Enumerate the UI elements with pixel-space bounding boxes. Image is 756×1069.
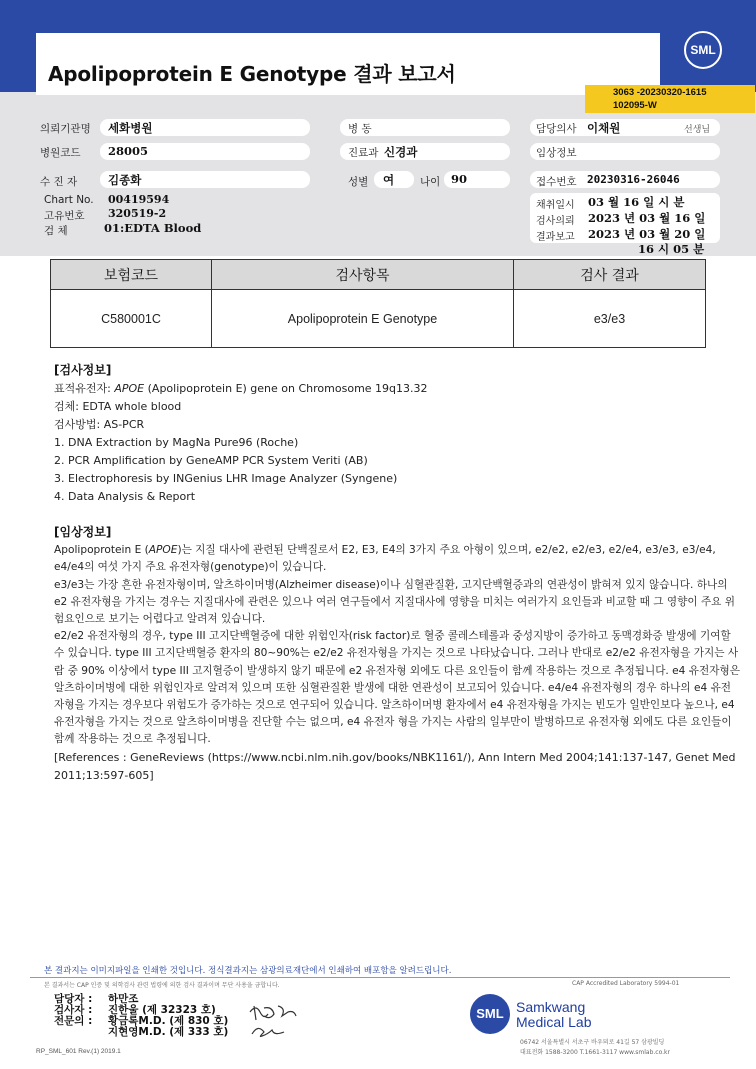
- footer-divider: [30, 977, 730, 978]
- report-value: 2023 년 03 월 20 일: [588, 227, 706, 241]
- target-gene-prefix: 표적유전자:: [54, 382, 115, 395]
- table-row: [51, 290, 706, 348]
- department-label: 진료과: [348, 147, 379, 159]
- specialist-name-2: 지현영M.D. (제 333 호): [108, 1026, 229, 1038]
- specimen-value: 01:EDTA Blood: [104, 221, 202, 235]
- step-3: 3. Electrophoresis by INGenius LHR Image Analyzer (Syngene): [54, 472, 398, 485]
- manager-name: 하만조: [108, 993, 139, 1005]
- step-2: 2. PCR Amplification by GeneAMP PCR System Veriti (AB): [54, 454, 368, 467]
- clinical-paragraph-3: e2/e2 유전자형의 경우, type III 고지단백혈증에 대한 위험인자(risk factor)로 혈중 콜레스테롤과 중성지방이 증가하고 동맥경화증 발생에 기여할 수 있습니다. type III 고지단백혈증 환자의 80~90%는 e2/e2 유전자형을 가지는 것으로 나타났습니다. 그러나 반대로 e2/e2 유전자형을 가지는 사람 중 90% 이상에서 type III 고지혈증이 발생하지 않기 때문에 e2 유전자형 외에도 다른 요인들이 함께 작용하는 것으로 추정됩니다. e4 유전자형은 알츠하이머병에 대한 위험인자로 알려져 있으며 또한 심혈관질환 발생에 대한 연관성이 보고되어 있습니다. e4/e4 유전자형의 경우 하나의 e4 유전자형을 가지는 경우보다 위험도가 증가하는 것으로 연구되어 있습니다. 알츠하이머병 환자에서 e4 유전자형을 가지는 빈도가 일반인보다 높으나, e4 유전자형을 가지는 것으로 알츠하이머병을 진단할 수는 없으며, e4 유전자 형을 가지는 사람의 일부만이 발병하므로 유전자형 외에도 다른 요인들이 함께 작용하는 것으로 추정됩니다.: [54, 630, 740, 746]
- chart-label: Chart No.: [44, 194, 94, 206]
- ward-label: 병 동: [348, 123, 372, 135]
- cell-test-item: Apolipoprotein E Genotype: [212, 290, 514, 348]
- sex-value: 여: [383, 173, 395, 187]
- clinical-p1-a: Apolipoprotein E (: [54, 544, 149, 557]
- age-label: 나이: [420, 176, 441, 188]
- clinical-info-heading: [임상정보]: [54, 525, 112, 539]
- references: [References : GeneReviews (https://www.ncbi.nlm.nih.gov/books/NBK1161/), Ann Intern Med 2004;141:137-147, Genet Med 2011;13:597-605]: [54, 750, 736, 782]
- collect-value: 03 월 16 일 시 분: [588, 195, 685, 209]
- age-value: 90: [451, 172, 468, 186]
- chart-value: 00419594: [108, 193, 170, 206]
- test-specimen: 검체: EDTA whole blood: [54, 400, 182, 413]
- id-value: 320519-2: [108, 207, 167, 220]
- document-code-line1: 3063 -20230320-1615: [613, 87, 707, 98]
- result-table: [50, 259, 706, 348]
- test-method: 검사방법: AS-PCR: [54, 418, 145, 431]
- document-code-line2: 102095-W: [613, 100, 657, 111]
- cap-accreditation: CAP Accredited Laboratory 5994-01: [572, 980, 680, 987]
- request-value: 2023 년 03 월 16 일: [588, 211, 706, 225]
- patient-label: 수 진 자: [40, 176, 78, 188]
- clinical-info-section: [54, 524, 740, 785]
- target-gene-desc: (Apolipoprotein E) gene on Chromosome 19q13.32: [144, 382, 428, 395]
- hospital-code-value: 28005: [108, 144, 149, 158]
- target-gene: [54, 380, 740, 398]
- step-1: 1. DNA Extraction by MagNa Pure96 (Roche): [54, 436, 299, 449]
- report-time: 16 시 05 분: [638, 242, 705, 256]
- clinical-p1-gene: APOE: [148, 544, 178, 557]
- sml-logo-icon: SML: [684, 31, 722, 69]
- print-notice: 본 결과지는 이미지파일을 인쇄한 것입니다. 정식결과지는 삼광의료재단에서 인쇄하여 배포함을 알려드립니다.: [44, 966, 452, 976]
- lab-name: [516, 1000, 592, 1030]
- header-insurance-code: 보험코드: [51, 260, 212, 290]
- clinical-paragraph-2: e3/e3는 가장 흔한 유전자형이며, 알츠하이머병(Alzheimer disease)이나 심혈관질환, 고지단백혈증과의 연관성이 밝혀져 있지 않습니다. 하나의 e2 유전자형을 가지는 경우는 지질대사에 관련은 있으나 여러 연구들에서 지질대사에 영향을 미치는 여러가지 요인들과 비교할 때 그 영향이 주요 위험요인으로 보기는 어렵다고 알려져 있습니다.: [54, 578, 736, 626]
- signature-icon: [244, 1000, 304, 1042]
- request-label: 검사의뢰: [536, 216, 575, 227]
- test-info-section: [54, 361, 740, 506]
- institution-label: 의뢰기관명: [40, 123, 91, 135]
- tester-name: 진한울 (제 32323 호): [108, 1004, 216, 1016]
- table-header-row: [51, 260, 706, 290]
- fine-print: 본 결과서는 CAP 인증 및 의학검사 관련 법령에 의한 검사 결과이며 무단 사용을 금합니다.: [44, 982, 280, 989]
- hospital-code-label: 병원코드: [40, 147, 81, 159]
- receipt-value: 20230316-26046: [587, 173, 680, 186]
- patient-value: 김종화: [108, 173, 142, 187]
- clinical-p1-b: )는 지질 대사에 관련된 단백질로서 E2, E3, E4의 3가지 주요 아형이 있으며, e2/e2, e2/e3, e2/e4, e3/e3, e3/e4, e4/e4의 여섯 가지 주요 유전자형(genotype)이 있습니다.: [54, 544, 716, 574]
- doctor-label: 담당의사: [536, 123, 577, 135]
- clinical-paragraph-1: [54, 542, 740, 576]
- role-manager: 담당자 :: [54, 993, 93, 1005]
- clinical-info-label: 임상정보: [536, 147, 577, 159]
- id-label: 고유번호: [44, 210, 85, 222]
- document-code: [585, 85, 755, 113]
- form-code: RP_SML_601 Rev.(1) 2019.1: [36, 1048, 121, 1055]
- lab-name-line1: Samkwang: [516, 999, 586, 1015]
- specialist-name-1: 황금록M.D. (제 830 호): [108, 1015, 229, 1027]
- lab-address: 06742 서울특별시 서초구 바우뫼로 41길 57 삼광빌딩: [520, 1039, 665, 1046]
- cell-test-result: e3/e3: [514, 290, 706, 348]
- collect-label: 채취일시: [536, 200, 575, 211]
- role-tester: 검사자 :: [54, 1004, 93, 1016]
- specimen-label: 검 체: [44, 225, 68, 237]
- target-gene-name: APOE: [114, 382, 145, 395]
- report-title: Apolipoprotein E Genotype 결과 보고서: [48, 62, 456, 86]
- lab-name-line2: Medical Lab: [516, 1014, 592, 1030]
- report-label: 결과보고: [536, 232, 575, 243]
- header-test-item: 검사항목: [212, 260, 514, 290]
- header-test-result: 검사 결과: [514, 260, 706, 290]
- role-specialist: 전문의 :: [54, 1015, 93, 1027]
- receipt-label: 접수번호: [536, 176, 577, 188]
- department-value: 신경과: [384, 145, 418, 159]
- lab-contact: 대표전화 1588-3200 T.1661-3117 www.smlab.co.kr: [520, 1049, 670, 1056]
- doctor-suffix: 선생님: [684, 125, 711, 135]
- cell-insurance-code: C580001C: [51, 290, 212, 348]
- test-info-heading: [검사정보]: [54, 363, 112, 377]
- sex-label: 성별: [348, 176, 369, 188]
- step-4: 4. Data Analysis & Report: [54, 490, 196, 503]
- doctor-value: 이채원: [587, 121, 621, 135]
- institution-value: 세화병원: [108, 121, 153, 135]
- samkwang-logo-icon: SML: [470, 994, 510, 1034]
